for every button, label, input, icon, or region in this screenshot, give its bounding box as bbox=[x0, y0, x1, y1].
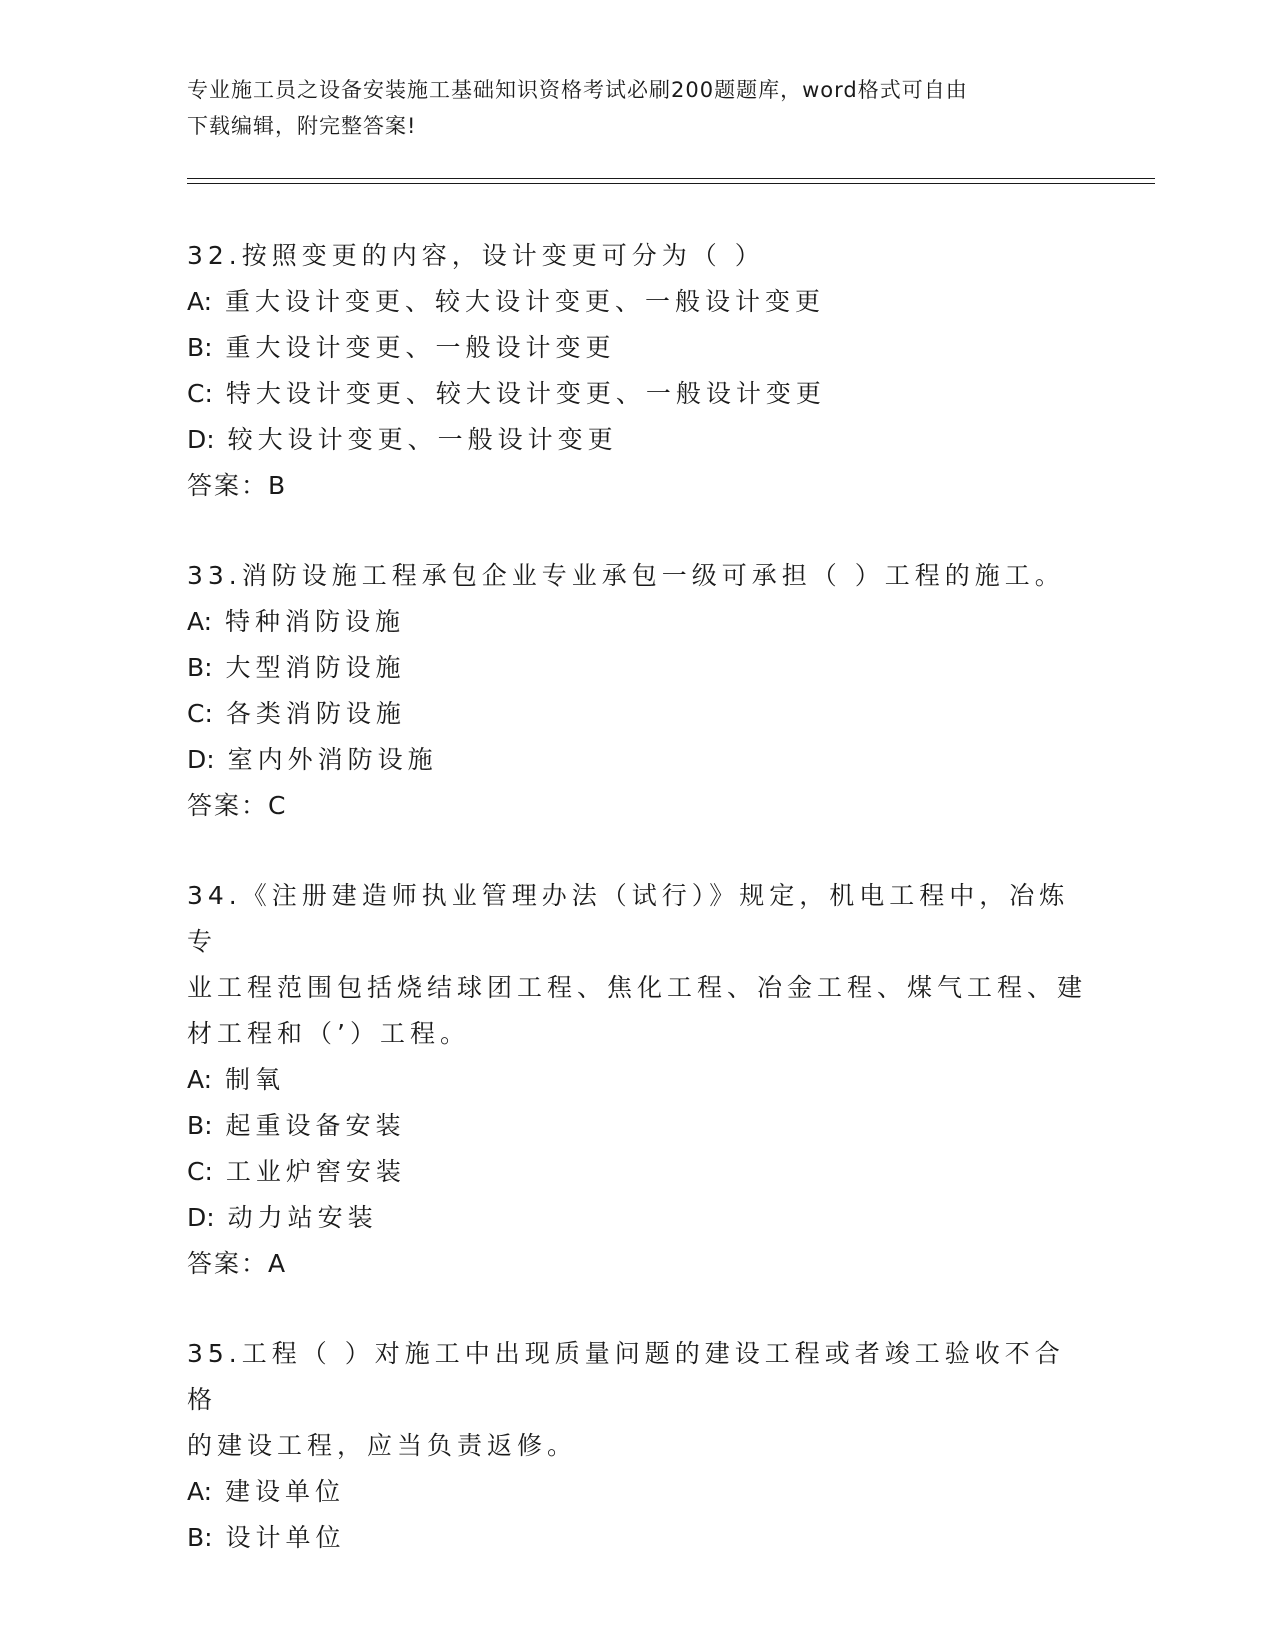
question-stem-continued: 材工程和（’）工程。 bbox=[187, 1019, 470, 1048]
option-letter: B: bbox=[187, 653, 213, 682]
option-c bbox=[187, 1149, 1087, 1195]
option-text: 大型消防设施 bbox=[225, 653, 406, 682]
header-divider-top bbox=[187, 178, 1155, 179]
question-number: 35. bbox=[187, 1339, 242, 1368]
option-letter: D: bbox=[187, 745, 215, 774]
option-text: 较大设计变更、一般设计变更 bbox=[227, 425, 618, 454]
option-b bbox=[187, 1103, 1087, 1149]
option-letter: A: bbox=[187, 1477, 213, 1506]
answer-value: A bbox=[268, 1249, 287, 1278]
question-stem: 32.按照变更的内容，设计变更可分为（ ） bbox=[187, 241, 765, 270]
answer-label: 答案： bbox=[187, 471, 269, 500]
question-list bbox=[187, 233, 1087, 1605]
option-text: 各类消防设施 bbox=[225, 699, 406, 728]
option-text: 动力站安装 bbox=[227, 1203, 378, 1232]
answer-label: 答案： bbox=[187, 791, 269, 820]
question-35 bbox=[187, 1331, 1087, 1561]
header-title-line-1: 专业施工员之设备安装施工基础知识资格考试必刷200题题库，word格式可自由 bbox=[187, 78, 968, 102]
option-letter: B: bbox=[187, 1111, 213, 1140]
answer-line bbox=[187, 783, 1087, 829]
question-stem: 34.《注册建造师执业管理办法（试行）》规定，机电工程中，冶炼专 bbox=[187, 881, 1070, 956]
question-stem-continued: 业工程范围包括烧结球团工程、焦化工程、冶金工程、煤气工程、建 bbox=[187, 973, 1088, 1002]
option-letter: D: bbox=[187, 425, 215, 454]
answer-value: B bbox=[268, 471, 287, 500]
option-c bbox=[187, 371, 1087, 417]
option-d bbox=[187, 1195, 1087, 1241]
option-c bbox=[187, 691, 1087, 737]
question-number: 32. bbox=[187, 241, 242, 270]
option-letter: A: bbox=[187, 607, 213, 636]
option-text: 设计单位 bbox=[225, 1523, 346, 1552]
option-a bbox=[187, 279, 1087, 325]
question-stem-continued: 的建设工程，应当负责返修。 bbox=[187, 1431, 578, 1460]
option-b bbox=[187, 1515, 1087, 1561]
question-stem: 35.工程（ ）对施工中出现质量问题的建设工程或者竣工验收不合格 bbox=[187, 1339, 1065, 1414]
option-text: 建设单位 bbox=[225, 1477, 346, 1506]
header-divider-bottom bbox=[187, 183, 1155, 184]
option-a bbox=[187, 1469, 1087, 1515]
option-letter: C: bbox=[187, 1157, 213, 1186]
option-d bbox=[187, 417, 1087, 463]
answer-line bbox=[187, 1241, 1087, 1287]
question-34 bbox=[187, 873, 1087, 1287]
option-letter: C: bbox=[187, 379, 213, 408]
answer-label: 答案： bbox=[187, 1249, 269, 1278]
answer-value: C bbox=[268, 791, 287, 820]
option-text: 制氧 bbox=[225, 1065, 286, 1094]
option-a bbox=[187, 599, 1087, 645]
option-letter: C: bbox=[187, 699, 213, 728]
question-number: 34. bbox=[187, 881, 242, 910]
option-b bbox=[187, 645, 1087, 691]
option-letter: D: bbox=[187, 1203, 215, 1232]
option-d bbox=[187, 737, 1087, 783]
option-text: 室内外消防设施 bbox=[227, 745, 438, 774]
document-header bbox=[187, 72, 1067, 144]
header-title-line-2: 下载编辑，附完整答案! bbox=[187, 114, 417, 138]
option-letter: A: bbox=[187, 287, 213, 316]
option-letter: B: bbox=[187, 333, 213, 362]
option-text: 重大设计变更、一般设计变更 bbox=[225, 333, 616, 362]
option-text: 特大设计变更、较大设计变更、一般设计变更 bbox=[225, 379, 826, 408]
option-text: 特种消防设施 bbox=[225, 607, 406, 636]
option-letter: B: bbox=[187, 1523, 213, 1552]
option-text: 工业炉窖安装 bbox=[225, 1157, 406, 1186]
answer-line bbox=[187, 463, 1087, 509]
question-stem: 33.消防设施工程承包企业专业承包一级可承担（ ）工程的施工。 bbox=[187, 561, 1065, 590]
option-b bbox=[187, 325, 1087, 371]
option-text: 起重设备安装 bbox=[225, 1111, 406, 1140]
option-letter: A: bbox=[187, 1065, 213, 1094]
option-a bbox=[187, 1057, 1087, 1103]
question-33 bbox=[187, 553, 1087, 829]
question-number: 33. bbox=[187, 561, 242, 590]
question-32 bbox=[187, 233, 1087, 509]
option-text: 重大设计变更、较大设计变更、一般设计变更 bbox=[225, 287, 826, 316]
